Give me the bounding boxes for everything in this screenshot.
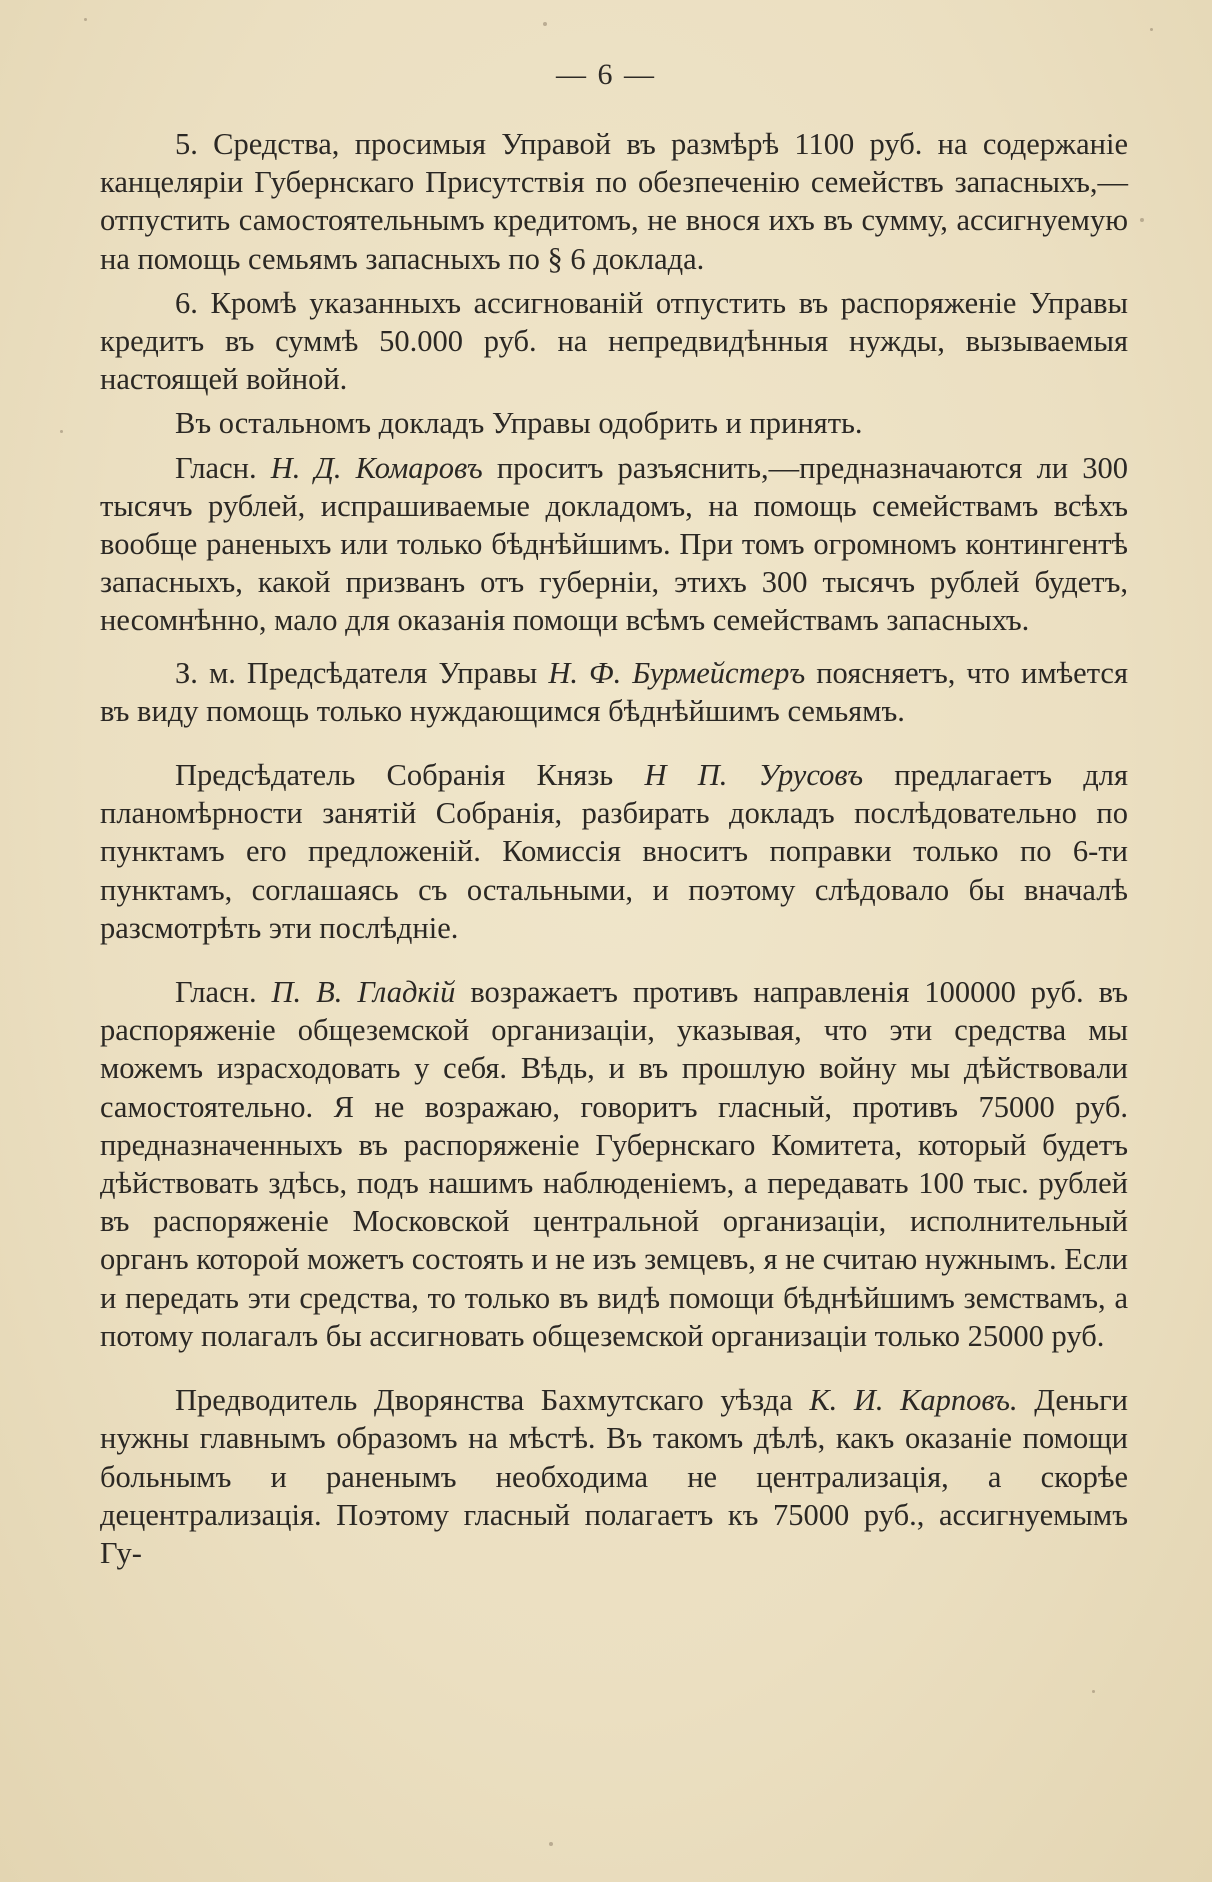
paragraph-text: проситъ разъяснить,—предназначаются ли 300 тысячъ рублей, испрашиваемые докладомъ, на помощь семействамъ всѣхъ вообще раненыхъ или только бѣднѣйшимъ. При томъ огромномъ контингентѣ запасныхъ, какой призванъ отъ губерніи, этихъ 300 тысячъ рублей будетъ, несомнѣнно, мало для оказанія помощи всѣмъ семействамъ запасныхъ. [100, 450, 1129, 638]
speaker-name: К. И. Карповъ. [809, 1383, 1018, 1418]
paragraph-gladkiy [100, 973, 1128, 1355]
paper-speck [1140, 218, 1144, 222]
paragraph-text: предлагаетъ для планомѣрности занятій Собранія, разбирать докладъ послѣдовательно по пунктамъ его предложеній. Комиссія вноситъ поправки только по 6-ти пунктамъ, соглашаясь съ остальными, и поэтому слѣдовало бы вначалѣ разсмотрѣть эти послѣдніе. [100, 758, 1129, 945]
text-column [100, 125, 1128, 1572]
paper-speck [543, 22, 547, 26]
paragraph-text: поясняетъ, что имѣется въ виду помощь только нуждающимся бѣднѣйшимъ семьямъ. [100, 655, 1128, 728]
paragraph-text: Предводитель Дворянства Бахмутскаго уѣзда [175, 1383, 810, 1418]
paragraph-karpov [100, 1381, 1128, 1572]
speaker-name: Н П. Урусовъ [644, 758, 864, 793]
paragraph-text: возражаетъ противъ направленія 100000 руб. въ распоряженіе общеземской организаціи, указывая, что эти средства мы можемъ израсходовать у себя. Вѣдь, и въ прошлую войну мы дѣйствовали самостоятельно. Я не возражаю, говоритъ гласный, противъ 75000 руб. предназначенныхъ въ распоряженіе Губернскаго Комитета, который будетъ дѣйствовать здѣсь, подъ нашимъ наблюденіемъ, а передавать 100 тыс. рублей въ распоряженіе Московской центральной организаціи, исполнительный органъ которой можетъ состоять и не изъ земцевъ, я не считаю нужнымъ. Если и передать эти средства, то только въ видѣ помощи бѣднѣйшимъ земствамъ, а потому полагалъ бы ассигновать общеземской организаціи только 25000 руб. [100, 975, 1128, 1353]
speaker-name: П. В. Гладкій [271, 975, 456, 1010]
paragraph-text: 6. Кромѣ указанныхъ ассигнованій отпустить въ распоряженіе Управы кредитъ въ суммѣ 50.000 руб. на непредвидѣнныя нужды, вызываемыя настоящей войной. [100, 285, 1128, 397]
paragraph-text: Гласн. [175, 450, 271, 485]
paragraph-item-5 [100, 125, 1128, 278]
paper-speck [1150, 28, 1153, 31]
paragraph-urusov [100, 756, 1128, 947]
paragraph-text: Предсѣдатель Собранія Князь [175, 758, 645, 793]
paper-speck [549, 1842, 553, 1846]
paragraph-item-6 [100, 284, 1128, 399]
paragraph-text: Деньги нужны главнымъ образомъ на мѣстѣ. Въ такомъ дѣлѣ, какъ оказаніе помощи больнымъ и раненымъ необходима не централизація, а скорѣе децентрализація. Поэтому гласный полагаетъ къ 75000 руб., ассигнуемымъ Гу- [100, 1383, 1129, 1570]
paragraph-text: Въ остальномъ докладъ Управы одобрить и принять. [175, 406, 863, 441]
page-number: — 6 — [556, 58, 656, 91]
paragraph-komarov [100, 449, 1128, 640]
paper-speck [60, 430, 63, 433]
paragraph-summary [100, 404, 1128, 442]
paragraph-burmeister [100, 654, 1128, 730]
paragraph-text: З. м. Предсѣдателя Управы [175, 655, 549, 690]
speaker-name: Н. Ф. Бурмейстеръ [548, 655, 806, 690]
paragraph-text: 5. Средства, просимыя Управой въ размѣрѣ 1100 руб. на содержаніе канцеляріи Губернскаго Присутствія по обезпеченію семействъ запасныхъ,— отпустить самостоятельнымъ кредитомъ, не внося ихъ въ сумму, ассигнуемую на помощь семьямъ запасныхъ по § 6 доклада. [100, 127, 1128, 276]
paper-speck [84, 18, 87, 21]
paragraph-text: Гласн. [175, 975, 272, 1010]
paper-speck [1092, 1690, 1095, 1693]
speaker-name: Н. Д. Комаровъ [270, 450, 483, 485]
